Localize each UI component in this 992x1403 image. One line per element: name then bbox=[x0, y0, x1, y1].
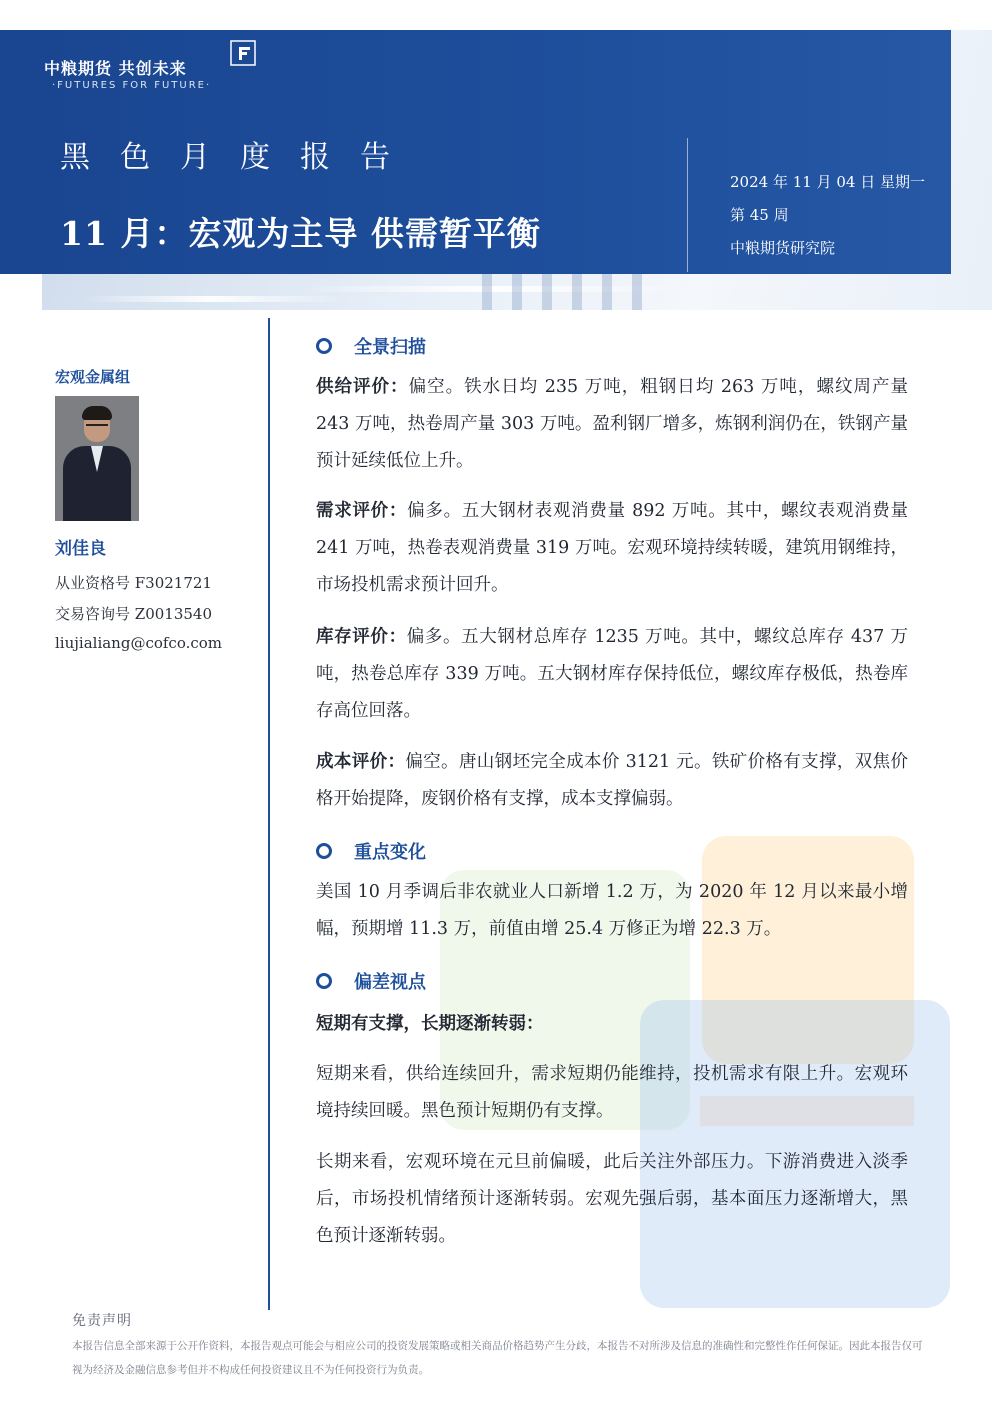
report-date: 2024 年 11 月 04 日 星期一 bbox=[730, 173, 925, 191]
demand-evaluation bbox=[316, 493, 908, 604]
short-term-view: 短期来看，供给连续回升，需求短期仍能维持，投机需求有限上升。宏观环境持续回暖。黑色预计短期仍有支撑。 bbox=[316, 1064, 908, 1121]
sidebar-divider bbox=[268, 318, 270, 1310]
qualification-number: 从业资格号 F3021721 bbox=[55, 574, 212, 592]
cost-text: 偏空。唐山钢坯完全成本价 3121 元。铁矿价格有支撑，双焦价格开始提降，废钢价格有支撑，成本支撑偏弱。 bbox=[316, 752, 908, 809]
disclaimer-text: 本报告信息全部来源于公开作资料，本报告观点可能会与相应公司的投资发展策略或相关商品价格趋势产生分歧，本报告不对所涉及信息的准确性和完整性作任何保证。因此本报告仅可视为经济及金融信息参考但并不构成任何投资建议且不为任何投资行为负责。 bbox=[72, 1340, 923, 1376]
section-changes-heading bbox=[316, 838, 426, 864]
demand-text: 偏多。五大钢材表观消费量 892 万吨。其中，螺纹表观消费量 241 万吨，热卷表观消费量 319 万吨。宏观环境持续转暖，建筑用钢维持，市场投机需求预计回升。 bbox=[316, 501, 908, 595]
supply-text: 偏空。铁水日均 235 万吨，粗钢日均 263 万吨，螺纹周产量 243 万吨，热卷周产量 303 万吨。盈利钢厂增多，炼钢利润仍在，铁钢产量预计延续低位上升。 bbox=[316, 377, 908, 471]
cofco-futures-logo-icon bbox=[230, 40, 256, 66]
cost-label: 成本评价： bbox=[316, 752, 406, 772]
demand-label: 需求评价： bbox=[316, 501, 408, 521]
report-meta bbox=[730, 166, 925, 265]
disclaimer-title: 免责声明 bbox=[72, 1313, 132, 1329]
supply-label: 供给评价： bbox=[316, 377, 409, 397]
inventory-text: 偏多。五大钢材总库存 1235 万吨。其中，螺纹总库存 437 万吨，热卷总库存 339 万吨。五大钢材库存保持低位，螺纹库存极低，热卷库存高位回落。 bbox=[316, 627, 908, 721]
ring-bullet-icon bbox=[316, 843, 332, 859]
ring-bullet-icon bbox=[316, 973, 332, 989]
view-subtitle: 短期有支撑，长期逐渐转弱： bbox=[316, 1014, 544, 1034]
inventory-evaluation bbox=[316, 619, 908, 730]
section-title: 重点变化 bbox=[354, 842, 426, 863]
key-changes-text: 美国 10 月季调后非农就业人口新增 1.2 万，为 2020 年 12 月以来最小增幅，预期增 11.3 万，前值由增 25.4 万修正为增 22.3 万。 bbox=[316, 882, 908, 939]
consulting-number: 交易咨询号 Z0013540 bbox=[55, 605, 212, 623]
section-view-heading bbox=[316, 968, 426, 994]
report-week: 第 45 周 bbox=[730, 206, 789, 224]
brand-logo bbox=[44, 56, 187, 79]
analyst-photo bbox=[55, 396, 139, 521]
brand-subtitle: ·FUTURES FOR FUTURE· bbox=[52, 80, 212, 91]
header-banner bbox=[0, 30, 951, 274]
supply-evaluation bbox=[316, 369, 908, 480]
banner-divider bbox=[687, 138, 688, 272]
section-title: 偏差视点 bbox=[354, 972, 426, 993]
inventory-label: 库存评价： bbox=[316, 627, 407, 647]
analyst-email[interactable]: liujialiang@cofco.com bbox=[55, 634, 223, 652]
analyst-name: 刘佳良 bbox=[55, 539, 106, 559]
ring-bullet-icon bbox=[316, 338, 332, 354]
section-overview-heading bbox=[316, 333, 426, 359]
report-type: 黑色月度报告 bbox=[60, 140, 420, 175]
long-term-view: 长期来看，宏观环境在元旦前偏暖，此后关注外部压力。下游消费进入淡季后，市场投机情绪预计逐渐转弱。宏观先强后弱，基本面压力逐渐增大，黑色预计逐渐转弱。 bbox=[316, 1152, 908, 1246]
brand-slogan: 中粮期货 共创未来 bbox=[44, 59, 187, 78]
report-institute: 中粮期货研究院 bbox=[730, 239, 836, 257]
section-title: 全景扫描 bbox=[354, 337, 426, 358]
cost-evaluation bbox=[316, 744, 908, 818]
team-name: 宏观金属组 bbox=[55, 368, 131, 386]
report-title: 11 月：宏观为主导 供需暂平衡 bbox=[60, 214, 541, 253]
